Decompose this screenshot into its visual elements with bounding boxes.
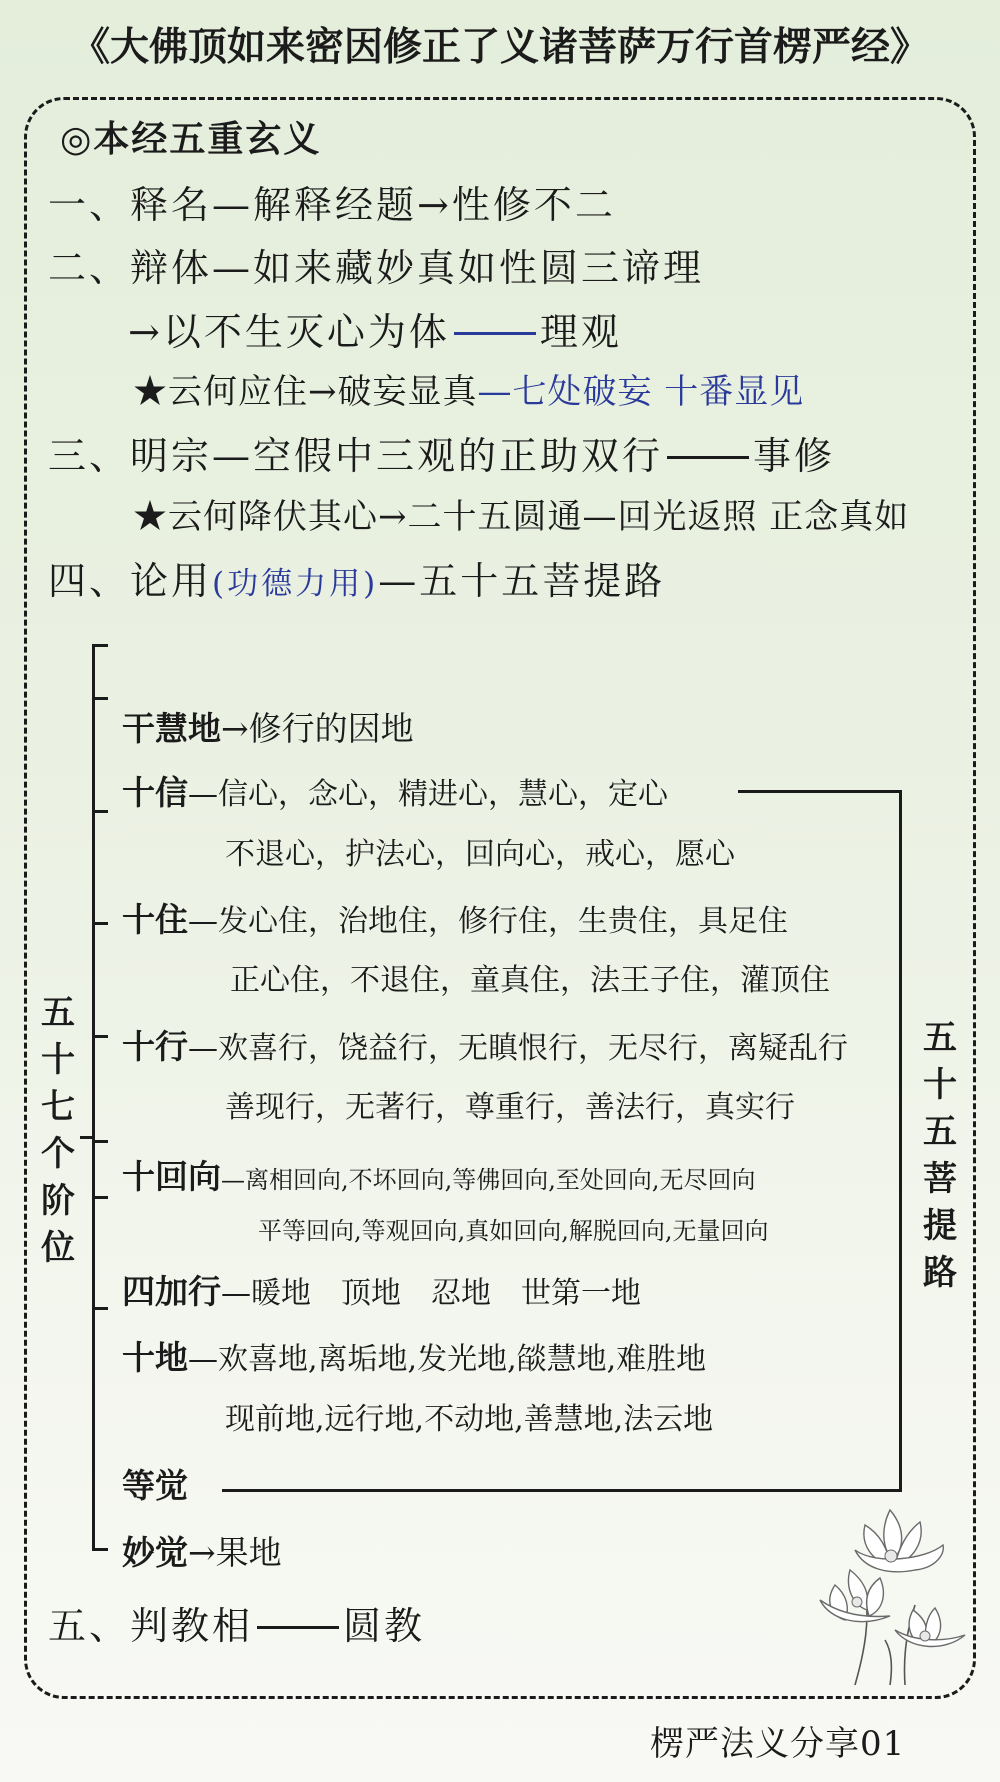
tick-shihuixiang [92, 1035, 108, 1038]
left-label-char: 阶 [41, 1181, 75, 1221]
stage-shixing [122, 1027, 848, 1066]
dash-line [667, 456, 749, 459]
tick-shizhu [92, 810, 108, 813]
left-bracket-line [92, 644, 95, 1549]
stage-label: 十回向 [122, 1157, 221, 1196]
item-lunyong [48, 559, 666, 603]
item-bianti-star [133, 372, 805, 412]
right-label-char: 十 [923, 1065, 957, 1105]
stage-shidi [122, 1338, 707, 1377]
stage-shizhu-line2: 正心住，不退住，童真住，法王子住，灌顶住 [230, 963, 830, 998]
tick-dengjue [92, 1307, 108, 1310]
stage-shixing-line2: 善现行，无著行，尊重行，善法行，真实行 [225, 1090, 795, 1125]
tick-shixin [92, 697, 108, 700]
tick-ganhui [92, 644, 108, 647]
item-mingzong-star: ★云何降伏其心→二十五圆通—回光返照 正念真如 [133, 497, 910, 537]
item-bianti-sub [128, 310, 622, 354]
stage-text: —离相回向,不坏回向,等佛回向,至处回向,无尽回向 [221, 1166, 756, 1194]
right-label-char: 五 [923, 1112, 957, 1152]
stage-label: 十地 [122, 1338, 188, 1377]
gongde-liyong: (功德力用) [212, 566, 379, 602]
right-bracket-line [899, 790, 902, 1492]
right-label-char: 菩 [923, 1159, 957, 1199]
bianti-sub-text: →以不生灭心为体 [128, 310, 450, 354]
right-bracket-top [738, 790, 902, 793]
left-bracket-nub [80, 1136, 94, 1139]
stage-dengjue [122, 1466, 188, 1505]
lunyong-end: —五十五菩提路 [378, 559, 666, 603]
stage-sijiaxing [122, 1272, 641, 1311]
right-bracket-label [920, 1015, 960, 1297]
stage-shixin-line2: 不退心，护法心，回向心，戒心，愿心 [225, 837, 735, 872]
stage-shihuixiang-line2: 平等回向,等观回向,真如回向,解脱回向,无量回向 [258, 1217, 769, 1245]
stage-shidi-line2: 现前地,远行地,不动地,善慧地,法云地 [225, 1402, 714, 1437]
mingzong-text: 三、明宗—空假中三观的正助双行 [48, 434, 664, 478]
right-label-char: 路 [923, 1253, 957, 1293]
left-label-char: 位 [41, 1228, 75, 1268]
stage-shixin [122, 773, 668, 812]
stage-label: 等觉 [122, 1466, 188, 1505]
right-label-char: 提 [923, 1206, 957, 1246]
stage-label: 十住 [122, 900, 188, 939]
stage-text: —信心，念心，精进心，慧心，定心 [188, 777, 668, 812]
tick-shidi [92, 1196, 108, 1199]
item-shiming: 一、释名—解释经题→性修不二 [48, 183, 616, 227]
sutra-title: 《大佛顶如来密因修正了义诸菩萨万行首楞严经》 [70, 25, 929, 70]
stage-text: →果地 [188, 1533, 282, 1572]
star-yinghezhu: ★云何应住→破妄显真 [133, 372, 478, 412]
stage-label: 四加行 [122, 1272, 221, 1311]
right-label-char: 五 [923, 1018, 957, 1058]
section-heading: ◎本经五重玄义 [60, 119, 322, 160]
panjiao-end: 圆教 [343, 1604, 426, 1648]
stage-label: 妙觉 [122, 1533, 188, 1572]
stage-text: —发心住，治地住，修行住，生贵住，具足住 [188, 904, 788, 939]
stage-shizhu [122, 900, 788, 939]
blue-dash-line [454, 332, 536, 335]
stage-miaojue [122, 1533, 282, 1572]
tick-shixing [92, 922, 108, 925]
tick-sijiaxing [92, 1140, 108, 1143]
lotus-flower-icon [795, 1490, 985, 1690]
left-label-char: 个 [41, 1134, 75, 1174]
stage-label: 十信 [122, 773, 188, 812]
panjiao-text: 五、判教相 [48, 1604, 254, 1648]
item-mingzong [48, 434, 836, 478]
stage-shihuixiang [122, 1157, 756, 1196]
item-bianti: 二、辩体—如来藏妙真如性圆三谛理 [48, 246, 705, 290]
qichu-powang: —七处破妄 十番显见 [477, 372, 805, 412]
bianti-sub-end: 理观 [539, 310, 622, 354]
tick-miaojue [92, 1548, 108, 1551]
stage-label: 十行 [122, 1027, 188, 1066]
stage-text: →修行的因地 [221, 709, 414, 748]
footer-caption: 楞严法义分享01 [650, 1724, 906, 1764]
item-panjiao [48, 1604, 426, 1648]
left-label-char: 五 [41, 993, 75, 1033]
stage-label: 干慧地 [122, 709, 221, 748]
dash-line [257, 1626, 339, 1629]
stage-ganhui [122, 709, 414, 748]
left-label-char: 七 [41, 1087, 75, 1127]
lunyong-text: 四、论用 [48, 559, 213, 603]
stage-text: —欢喜行，饶益行，无瞋恨行，无尽行，离疑乱行 [188, 1031, 848, 1066]
left-bracket-label [38, 990, 78, 1272]
stage-text: —欢喜地,离垢地,发光地,燄慧地,难胜地 [188, 1342, 707, 1377]
stage-text: —暖地 顶地 忍地 世第一地 [221, 1276, 641, 1311]
mingzong-end: 事修 [753, 434, 836, 478]
left-label-char: 十 [41, 1040, 75, 1080]
